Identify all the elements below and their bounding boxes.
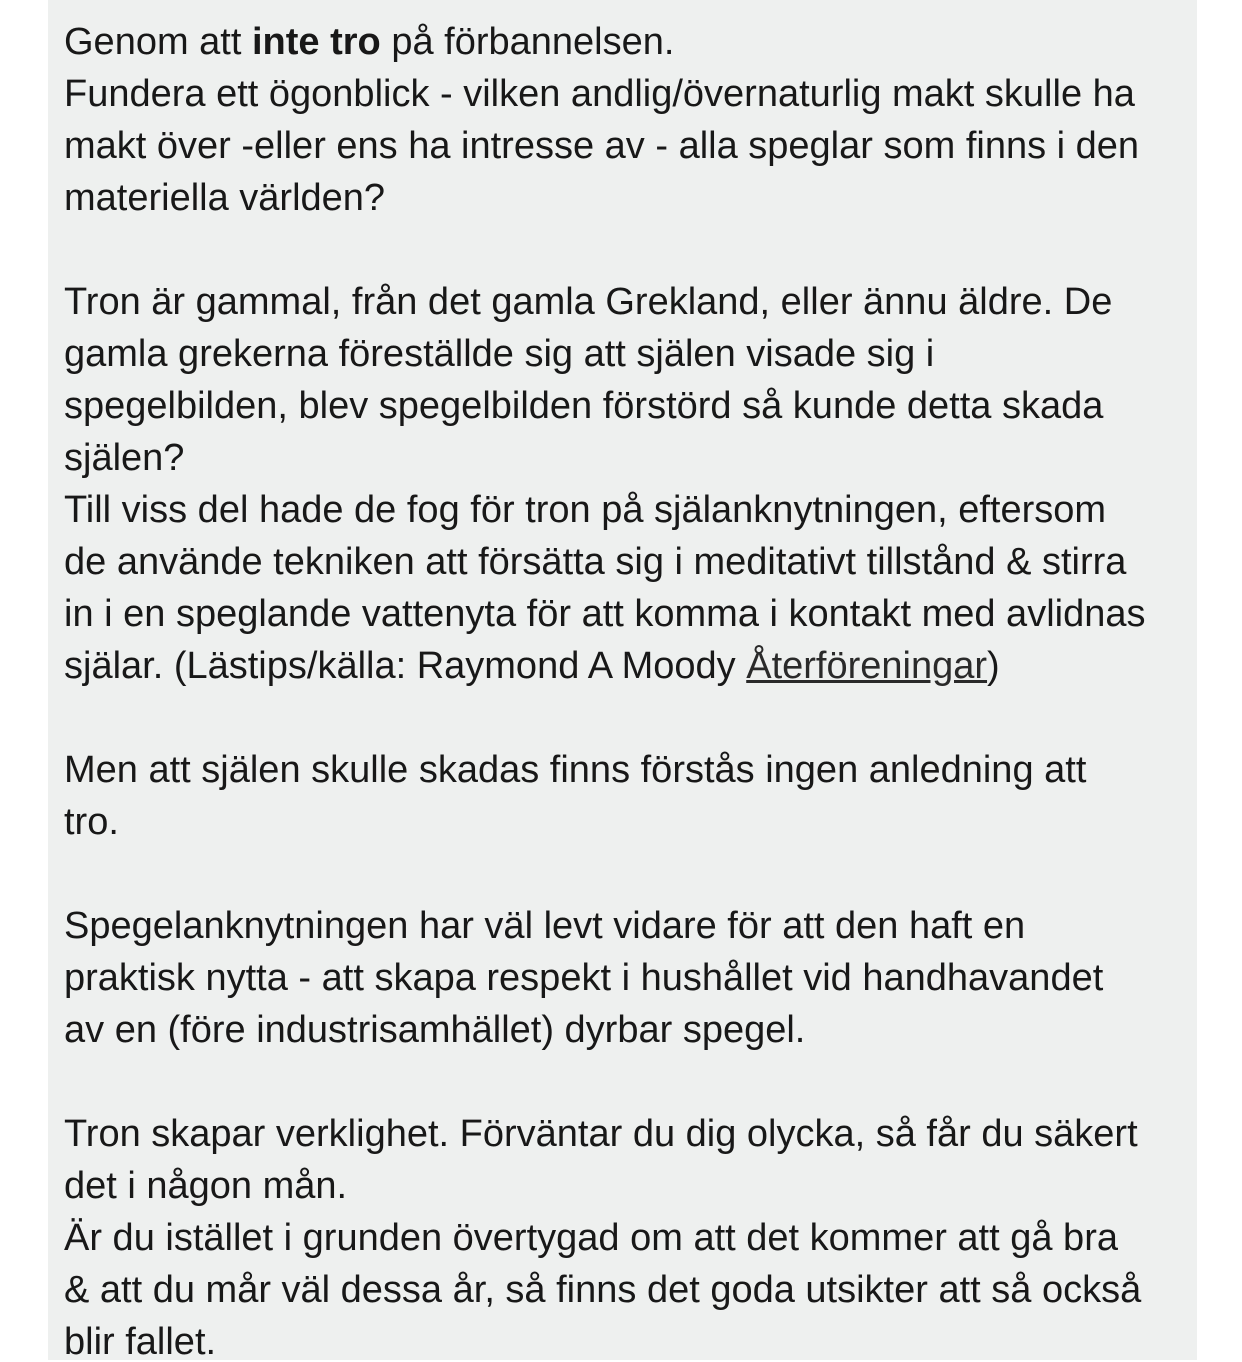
text-line: [64, 1108, 1197, 1160]
text-line: [64, 120, 1197, 172]
paragraph: [64, 16, 1197, 224]
article-content-area: [48, 0, 1197, 1360]
text-segment: praktisk nytta - att skapa respekt i hushållet vid handhavandet: [64, 957, 1104, 999]
text-segment: av en (före industrisamhället) dyrbar spegel.: [64, 1009, 806, 1051]
text-line: [64, 588, 1197, 640]
link-aterforeningar[interactable]: Återföreningar: [746, 645, 988, 687]
text-segment: Men att själen skulle skadas finns förstås ingen anledning att: [64, 749, 1087, 791]
text-segment: Fundera ett ögonblick - vilken andlig/övernaturlig makt skulle ha: [64, 73, 1135, 115]
text-line: [64, 484, 1197, 536]
text-segment: spegelbilden, blev spegelbilden förstörd så kunde detta skada: [64, 385, 1104, 427]
article-text-block: [48, 0, 1197, 1362]
text-line: [64, 952, 1197, 1004]
text-segment: ): [987, 645, 1000, 687]
text-segment: det i någon mån.: [64, 1165, 348, 1207]
text-segment: Spegelanknytningen har väl levt vidare för att den haft en: [64, 905, 1026, 947]
text-line: [64, 1160, 1197, 1212]
paragraph: [64, 1108, 1197, 1362]
text-line: [64, 276, 1197, 328]
text-segment: själen?: [64, 437, 185, 479]
text-line: [64, 16, 1197, 68]
paragraph: [64, 900, 1197, 1056]
text-segment: Genom att: [64, 21, 252, 63]
text-segment: tro.: [64, 801, 119, 843]
text-line: [64, 1264, 1197, 1316]
text-segment: Är du istället i grunden övertygad om att det kommer att gå bra: [64, 1217, 1118, 1259]
text-line: [64, 1212, 1197, 1264]
text-segment: Tron är gammal, från det gamla Grekland, eller ännu äldre. De: [64, 281, 1113, 323]
text-segment: gamla grekerna föreställde sig att själen visade sig i: [64, 333, 935, 375]
text-segment: på förbannelsen.: [380, 21, 675, 63]
bold-text: inte tro: [251, 21, 381, 63]
text-line: [64, 536, 1197, 588]
text-segment: in i en speglande vattenyta för att komma i kontakt med avlidnas: [64, 593, 1146, 635]
paragraph: [64, 276, 1197, 692]
text-line: [64, 796, 1197, 848]
text-line: [64, 172, 1197, 224]
text-line: [64, 68, 1197, 120]
text-segment: blir fallet.: [64, 1321, 217, 1362]
text-segment: de använde tekniken att försätta sig i meditativt tillstånd & stirra: [64, 541, 1127, 583]
text-segment: Till viss del hade de fog för tron på själanknytningen, eftersom: [64, 489, 1107, 531]
text-line: [64, 1004, 1197, 1056]
text-line: [64, 432, 1197, 484]
text-line: [64, 380, 1197, 432]
text-line: [64, 744, 1197, 796]
text-segment: Tron skapar verklighet. Förväntar du dig olycka, så får du säkert: [64, 1113, 1138, 1155]
text-line: [64, 640, 1197, 692]
paragraph: [64, 744, 1197, 848]
text-segment: makt över -eller ens ha intresse av - alla speglar som finns i den: [64, 125, 1140, 167]
text-line: [64, 328, 1197, 380]
text-segment: materiella världen?: [64, 177, 386, 219]
text-line: [64, 900, 1197, 952]
text-segment: & att du mår väl dessa år, så finns det goda utsikter att så också: [64, 1269, 1142, 1311]
text-line: [64, 1316, 1197, 1362]
text-segment: själar. (Lästips/källa: Raymond A Moody: [64, 645, 747, 687]
